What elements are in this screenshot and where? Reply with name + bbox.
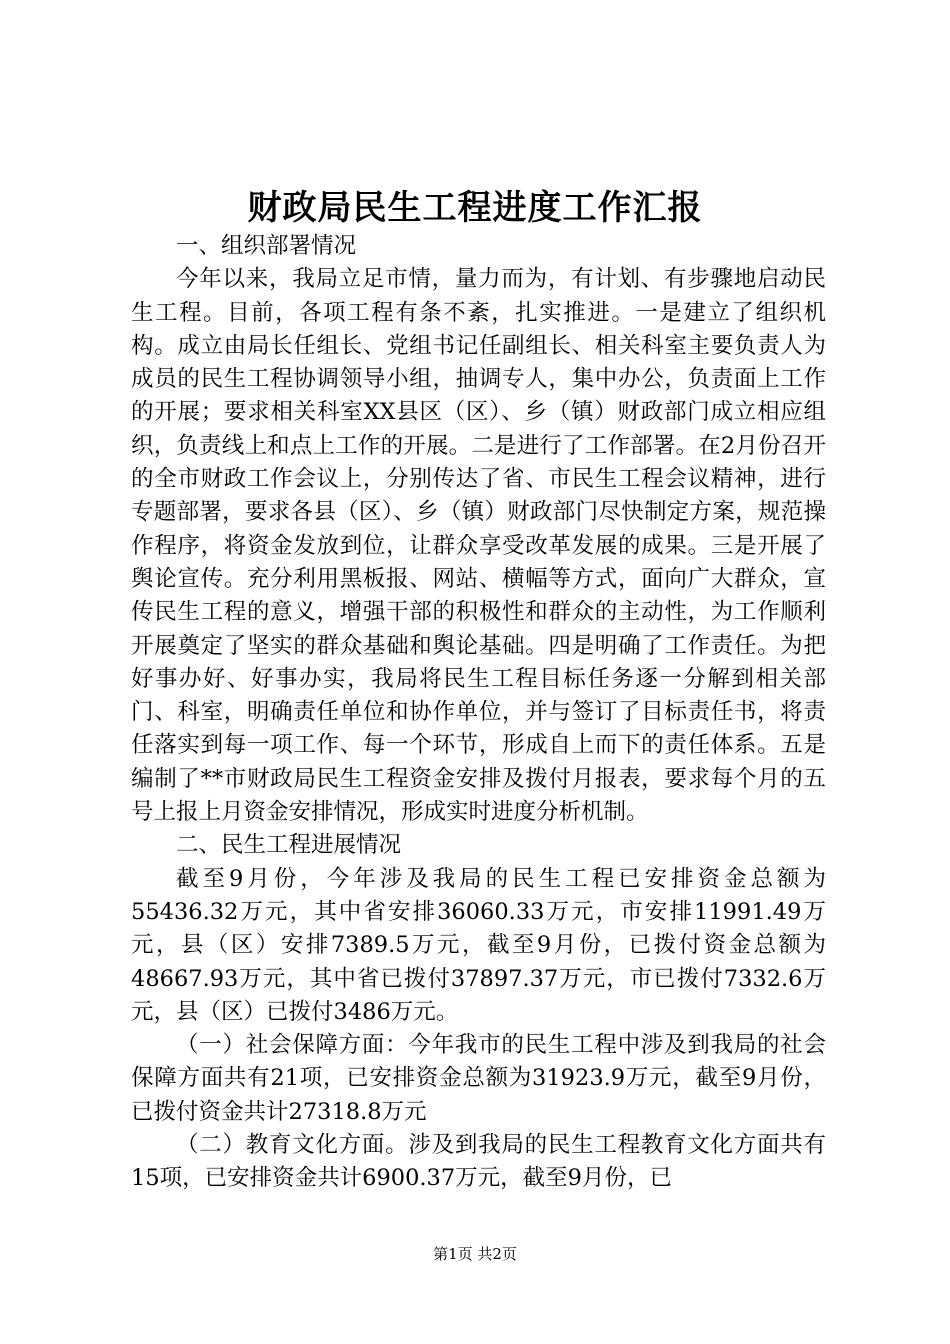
document-body — [131, 230, 826, 1196]
paragraph-progress: 截至9月份，今年涉及我局的民生工程已安排资金总额为55436.32万元，其中省安排36060.33万元，市安排11991.49万元，县（区）安排7389.5万元，截至9月份，已拨付资金总额为48667.93万元，其中省已拨付37897.37万元，市已拨付7332.6万元，县（区）已拨付3486万元。 — [131, 865, 826, 1025]
paragraph-social-security: （一）社会保障方面：今年我市的民生工程中涉及到我局的社会保障方面共有21项，已安排资金总额为31923.9万元，截至9月份，已拨付资金共计27318.8万元 — [131, 1032, 826, 1125]
document-title: 财政局民生工程进度工作汇报 — [247, 188, 703, 228]
paragraph-education-culture: （二）教育文化方面。涉及到我局的民生工程教育文化方面共有15项，已安排资金共计6900.37万元，截至9月份，已 — [131, 1132, 826, 1192]
paragraph-organization: 今年以来，我局立足市情，量力而为，有计划、有步骤地启动民生工程。目前，各项工程有条不紊，扎实推进。一是建立了组织机构。成立由局长任组长、党组书记任副组长、相关科室主要负责人为成员的民生工程协调领导小组，抽调专人，集中办公，负责面上工作的开展；要求相关科室XX县区（区）、乡（镇）财政部门成立相应组织，负责线上和点上工作的开展。二是进行了工作部署。在2月份召开的全市财政工作会议上，分别传达了省、市民生工程会议精神，进行专题部署，要求各县（区）、乡（镇）财政部门尽快制定方案，规范操作程序，将资金发放到位，让群众享受改革发展的成果。三是开展了舆论宣传。充分利用黑板报、网站、横幅等方式，面向广大群众，宣传民生工程的意义，增强干部的积极性和群众的主动性，为工作顺利开展奠定了坚实的群众基础和舆论基础。四是明确了工作责任。为把好事办好、好事办实，我局将民生工程目标任务逐一分解到相关部门、科室，明确责任单位和协作单位，并与签订了目标责任书，将责任落实到每一项工作、每一个环节，形成自上而下的责任体系。五是编制了**市财政局民生工程资金安排及拨付月报表，要求每个月的五号上报上月资金安排情况，形成实时进度分析机制。 — [131, 266, 826, 826]
section-heading-1: 一、组织部署情况 — [176, 233, 357, 259]
page-footer: 第1页 共2页 — [433, 1245, 517, 1263]
section-heading-2: 二、民生工程进展情况 — [176, 832, 402, 859]
